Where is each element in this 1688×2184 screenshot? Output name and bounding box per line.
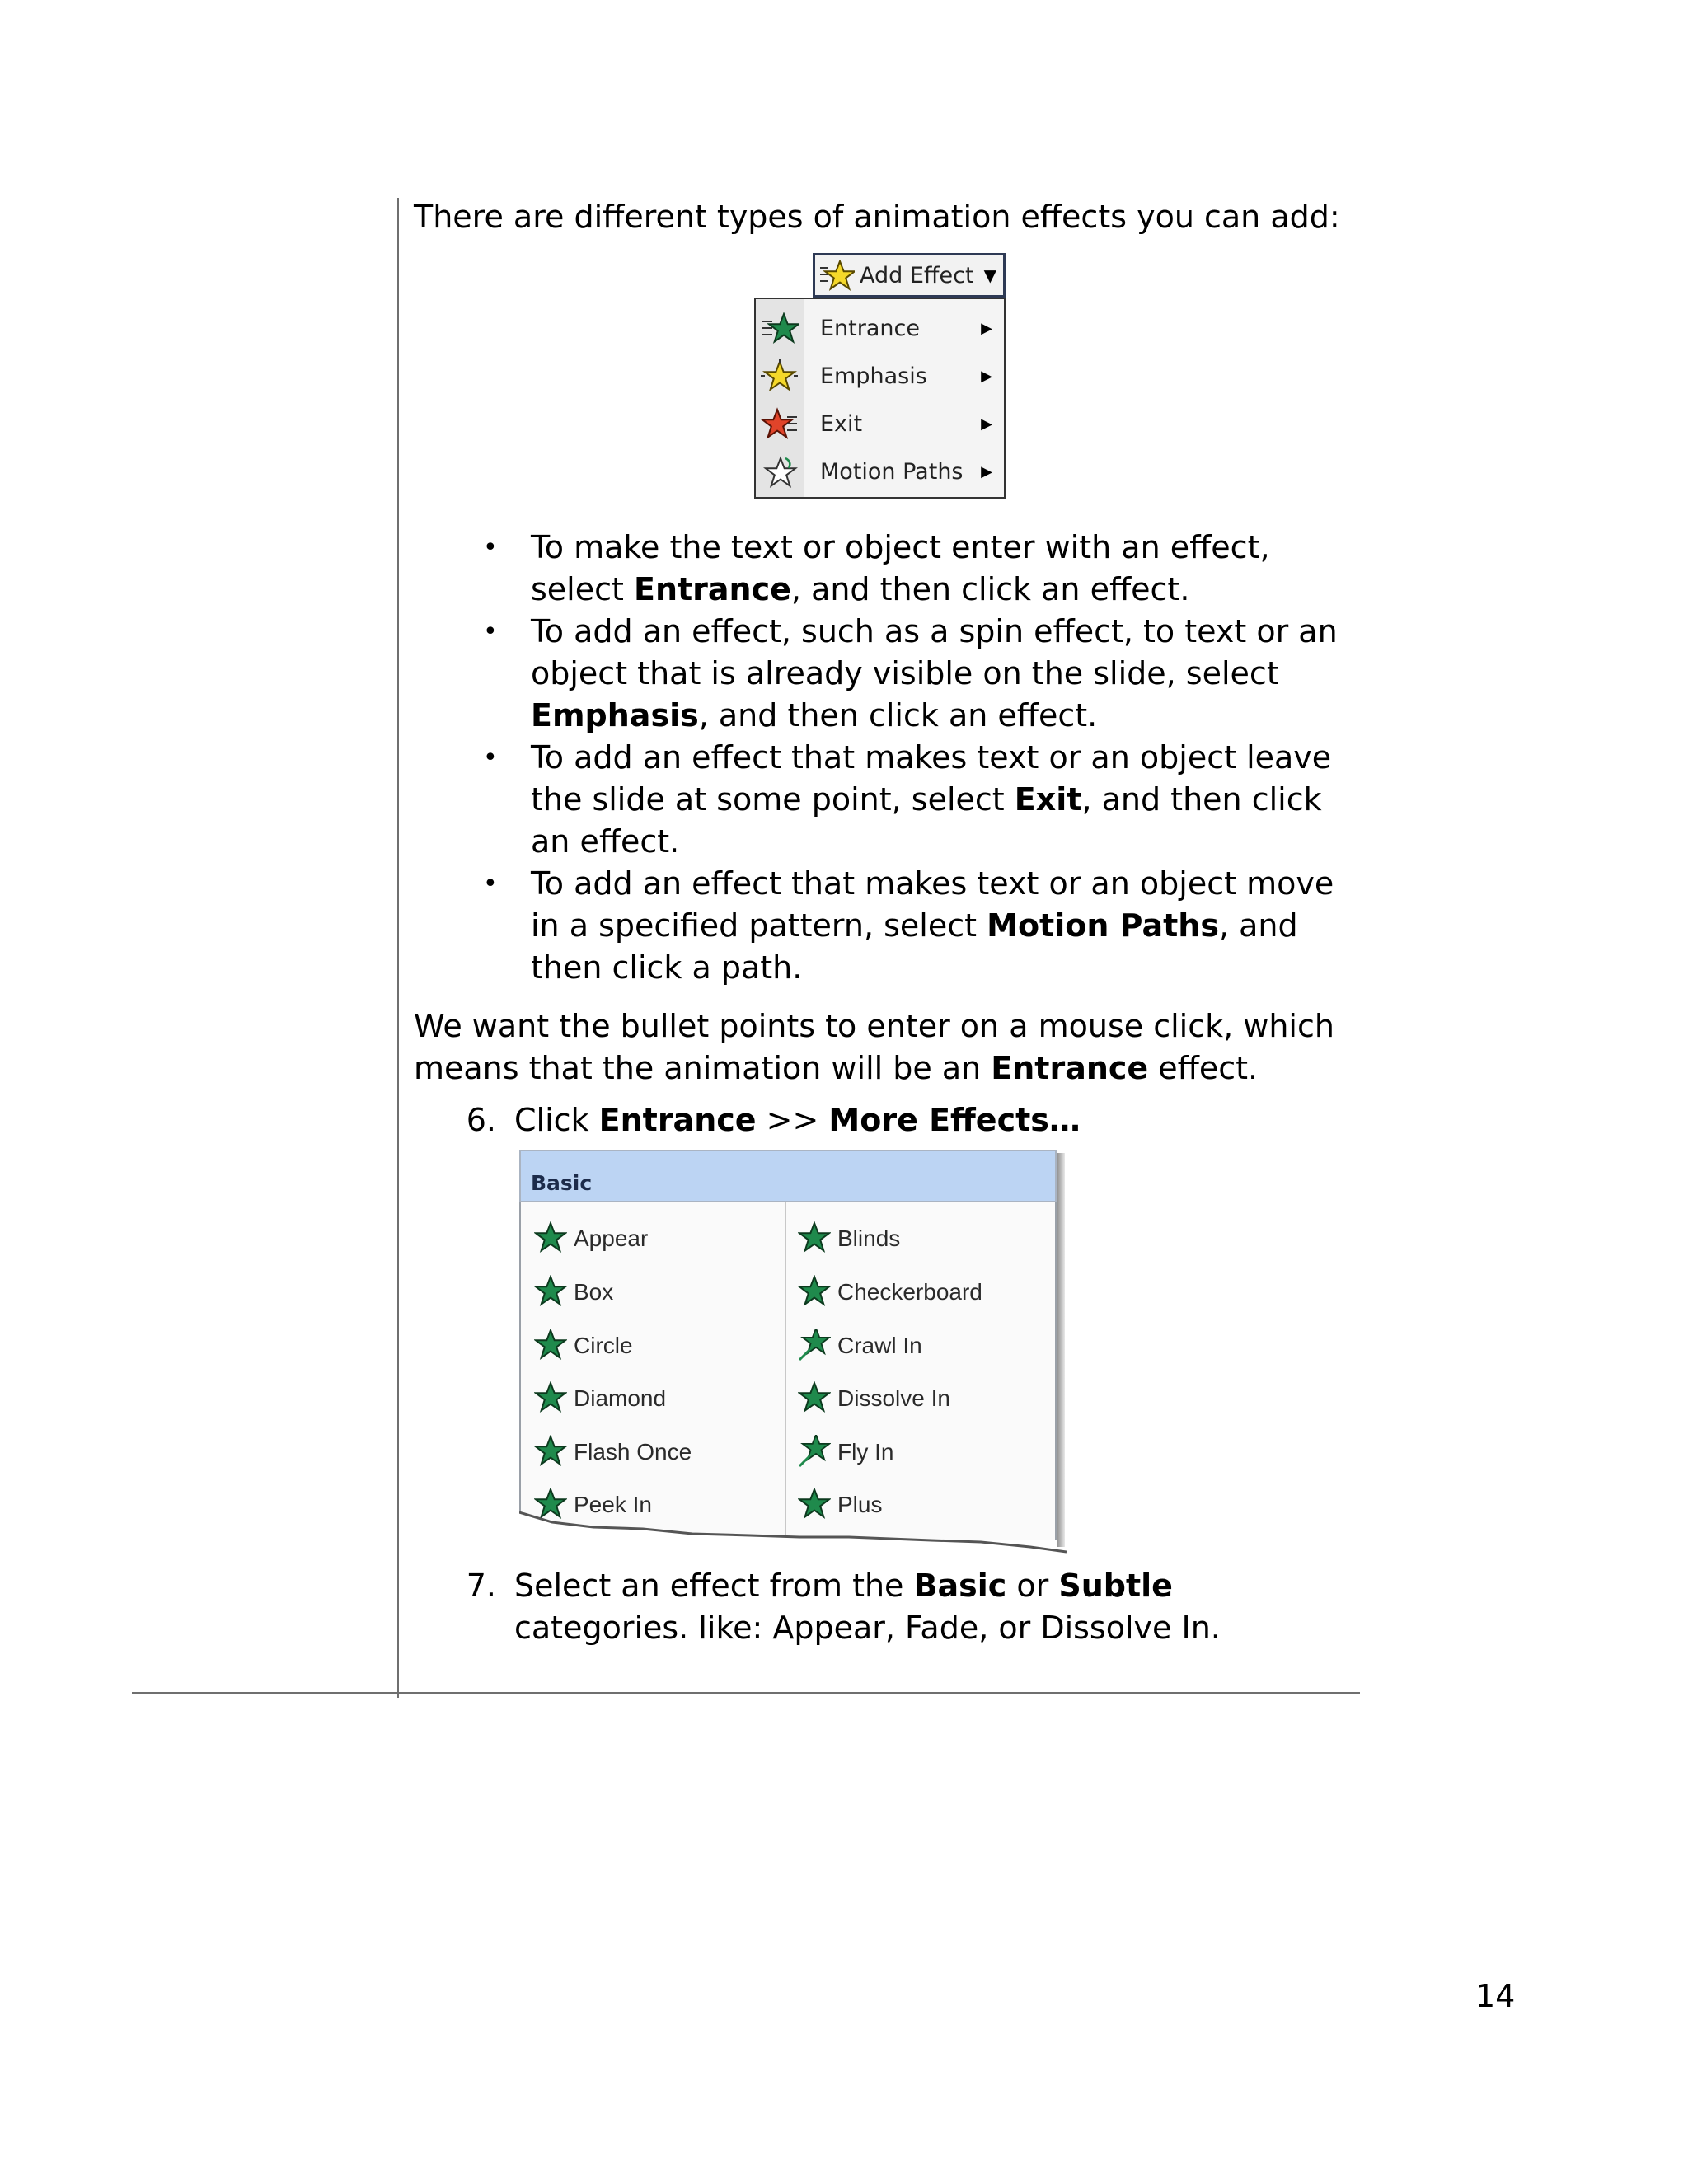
chevron-down-icon: ▼ (983, 265, 996, 285)
page-number: 14 (1475, 1978, 1516, 2014)
emphasis-star-icon (761, 359, 799, 392)
effect-peek-in[interactable]: Peek In (534, 1483, 652, 1525)
menu-item-emphasis[interactable] (756, 352, 1004, 400)
entrance-star-icon (798, 1381, 831, 1414)
effect-box[interactable]: Box (534, 1271, 613, 1312)
submenu-arrow-icon: ▶ (981, 319, 992, 337)
category-header-basic: Basic (519, 1150, 1057, 1202)
menu-item-exit[interactable] (756, 400, 1004, 448)
intro-text: There are different types of animation effects you can add: (414, 199, 1340, 235)
entrance-star-icon (534, 1221, 567, 1254)
entrance-star-icon (534, 1435, 567, 1468)
column-divider-vertical (397, 198, 399, 1698)
add-effect-menu (754, 253, 1010, 500)
effect-flash-once[interactable]: Flash Once (534, 1431, 692, 1472)
entrance-star-icon (534, 1329, 567, 1361)
motion-star-icon (798, 1435, 831, 1468)
menu-item-label: Motion Paths (820, 458, 964, 485)
menu-item-label: Entrance (820, 315, 920, 341)
effect-fly-in[interactable]: Fly In (798, 1431, 893, 1472)
add-effect-dropdown (754, 298, 1006, 499)
submenu-arrow-icon: ▶ (981, 415, 992, 433)
submenu-arrow-icon: ▶ (981, 462, 992, 480)
add-effect-button[interactable] (813, 253, 1006, 298)
more-effects-panel (519, 1150, 1067, 1555)
entrance-star-icon (534, 1275, 567, 1308)
effect-crawl-in[interactable]: Crawl In (798, 1324, 922, 1366)
menu-item-entrance[interactable] (756, 304, 1004, 352)
add-effect-label: Add Effect (860, 262, 974, 288)
column-divider-horizontal (132, 1692, 1360, 1694)
effect-diamond[interactable]: Diamond (534, 1377, 666, 1418)
entrance-star-icon (761, 312, 799, 344)
effect-plus[interactable]: Plus (798, 1483, 882, 1525)
entrance-star-icon (798, 1275, 831, 1308)
entrance-star-icon (534, 1381, 567, 1414)
list-item: • To add an effect that makes text or an object leave the slide at some point, select Exit, and then click an effect. (483, 739, 1332, 860)
add-effect-star-icon (818, 260, 855, 291)
menu-item-label: Exit (820, 410, 863, 437)
effect-blinds[interactable]: Blinds (798, 1217, 900, 1258)
submenu-arrow-icon: ▶ (981, 367, 992, 385)
effect-types-list (414, 527, 1353, 989)
list-item: • To add an effect that makes text or an object move in a specified pattern, select Motion Paths, and then click a path. (483, 865, 1334, 986)
list-item: • To add an effect, such as a spin effect, to text or an object that is already visible on the slide, select Emphasis, and then click an effect. (483, 613, 1338, 733)
exit-star-icon (761, 407, 799, 440)
entrance-explanation: We want the bullet points to enter on a mouse click, which means that the animation will be an Entrance effect. (414, 1008, 1334, 1086)
torn-edge (519, 1479, 1067, 1555)
effect-appear[interactable]: Appear (534, 1217, 648, 1258)
menu-item-label: Emphasis (820, 363, 927, 389)
step-7: 7. Select an effect from the Basic or Subtle categories. like: Appear, Fade, or Dissolve In. (466, 1568, 1221, 1646)
effect-circle[interactable]: Circle (534, 1324, 633, 1366)
list-item: • To make the text or object enter with an effect, select Entrance, and then click an effect. (483, 529, 1270, 607)
step-6: 6. Click Entrance >> More Effects… (466, 1102, 1081, 1138)
motion-star-icon (798, 1329, 831, 1361)
page-content (414, 196, 1353, 1649)
menu-item-motion-paths[interactable] (756, 448, 1004, 495)
effect-dissolve-in[interactable]: Dissolve In (798, 1377, 950, 1418)
entrance-star-icon (798, 1221, 831, 1254)
motion-path-star-icon (761, 455, 799, 488)
effect-checkerboard[interactable]: Checkerboard (798, 1271, 982, 1312)
